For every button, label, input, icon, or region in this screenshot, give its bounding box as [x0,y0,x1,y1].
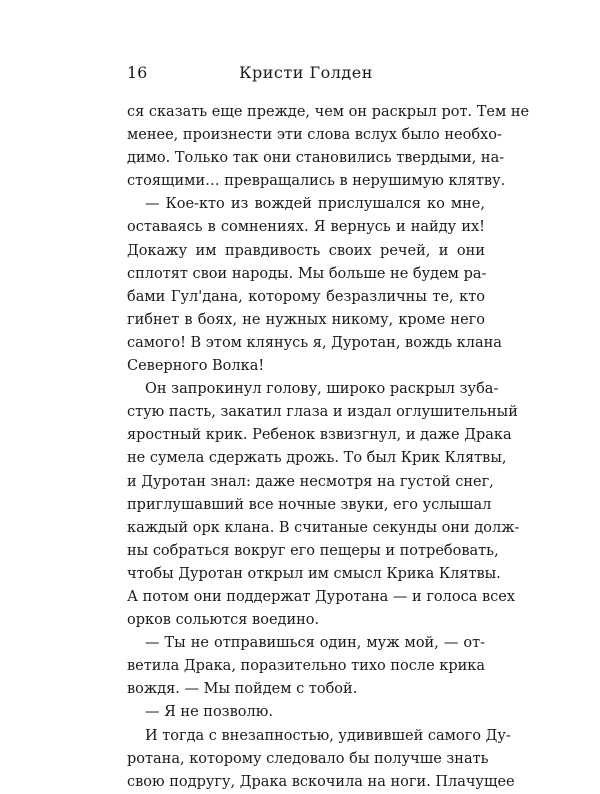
page-number: 16 [127,63,148,82]
text-line: ны собраться вокруг его пещеры и потребовать, [127,542,499,559]
text-line: оставаясь в сомнениях. Я вернусь и найду их! [127,219,485,236]
text-line: самого! В этом клянусь я, Дуротан, вождь клана [127,334,502,351]
text-line: менее, произнести эти слова вслух было необхо- [127,127,502,144]
text-line: димо. Только так они становились твердыми, на- [127,150,505,167]
text-line: Он запрокинул голову, широко раскрыл зуба- [145,381,499,398]
text-line: орков сольются воедино. [127,612,320,629]
text-line: вождя. — Мы пойдем с тобой. [127,681,358,698]
text-line: Докажу им правдивость своих речей, и они [127,242,485,259]
text-line: ветила Драка, поразительно тихо после крика [127,658,485,675]
text-line: яростный крик. Ребенок взвизгнул, и даже Драка [127,427,512,444]
text-line: бами Гул'дана, которому безразличны те, кто [127,288,485,305]
text-line: каждый орк клана. В считаные секунды они долж- [127,519,520,536]
running-title: Кристи Голден [239,63,373,82]
text-line: приглушавший все ночные звуки, его услышал [127,496,492,513]
text-line: — Ты не отправишься один, муж мой, — от- [145,635,485,652]
text-line: А потом они поддержат Дуротана — и голоса всех [127,588,516,605]
text-line: стую пасть, закатил глаза и издал оглушительный [127,404,518,421]
text-line: ротана, которому следовало бы получше знать [127,750,489,767]
text-line: свою подругу, Драка вскочила на ноги. Плачущее [127,773,515,790]
text-line: — Я не позволю. [145,704,273,721]
text-line: не сумела сдержать дрожь. То был Крик Клятвы, [127,450,507,467]
text-line: — Кое-кто из вождей прислушался ко мне, [145,196,485,213]
text-line: ся сказать еще прежде, чем он раскрыл рот. Тем не [127,104,530,120]
text-line: сплотят свои народы. Мы больше не будем ра- [127,265,487,282]
text-line: стоящими… превращались в нерушимую клятву. [127,173,506,190]
text-line: Северного Волка! [127,358,265,375]
text-line: И тогда с внезапностью, удивившей самого Ду- [145,727,511,744]
body-text [127,101,530,794]
text-line: чтобы Дуротан открыл им смысл Крика Клятвы. [127,565,501,582]
page-header [127,62,485,86]
text-line: и Дуротан знал: даже несмотря на густой снег, [127,473,494,490]
text-line: гибнет в боях, не нужных никому, кроме него [127,311,485,328]
